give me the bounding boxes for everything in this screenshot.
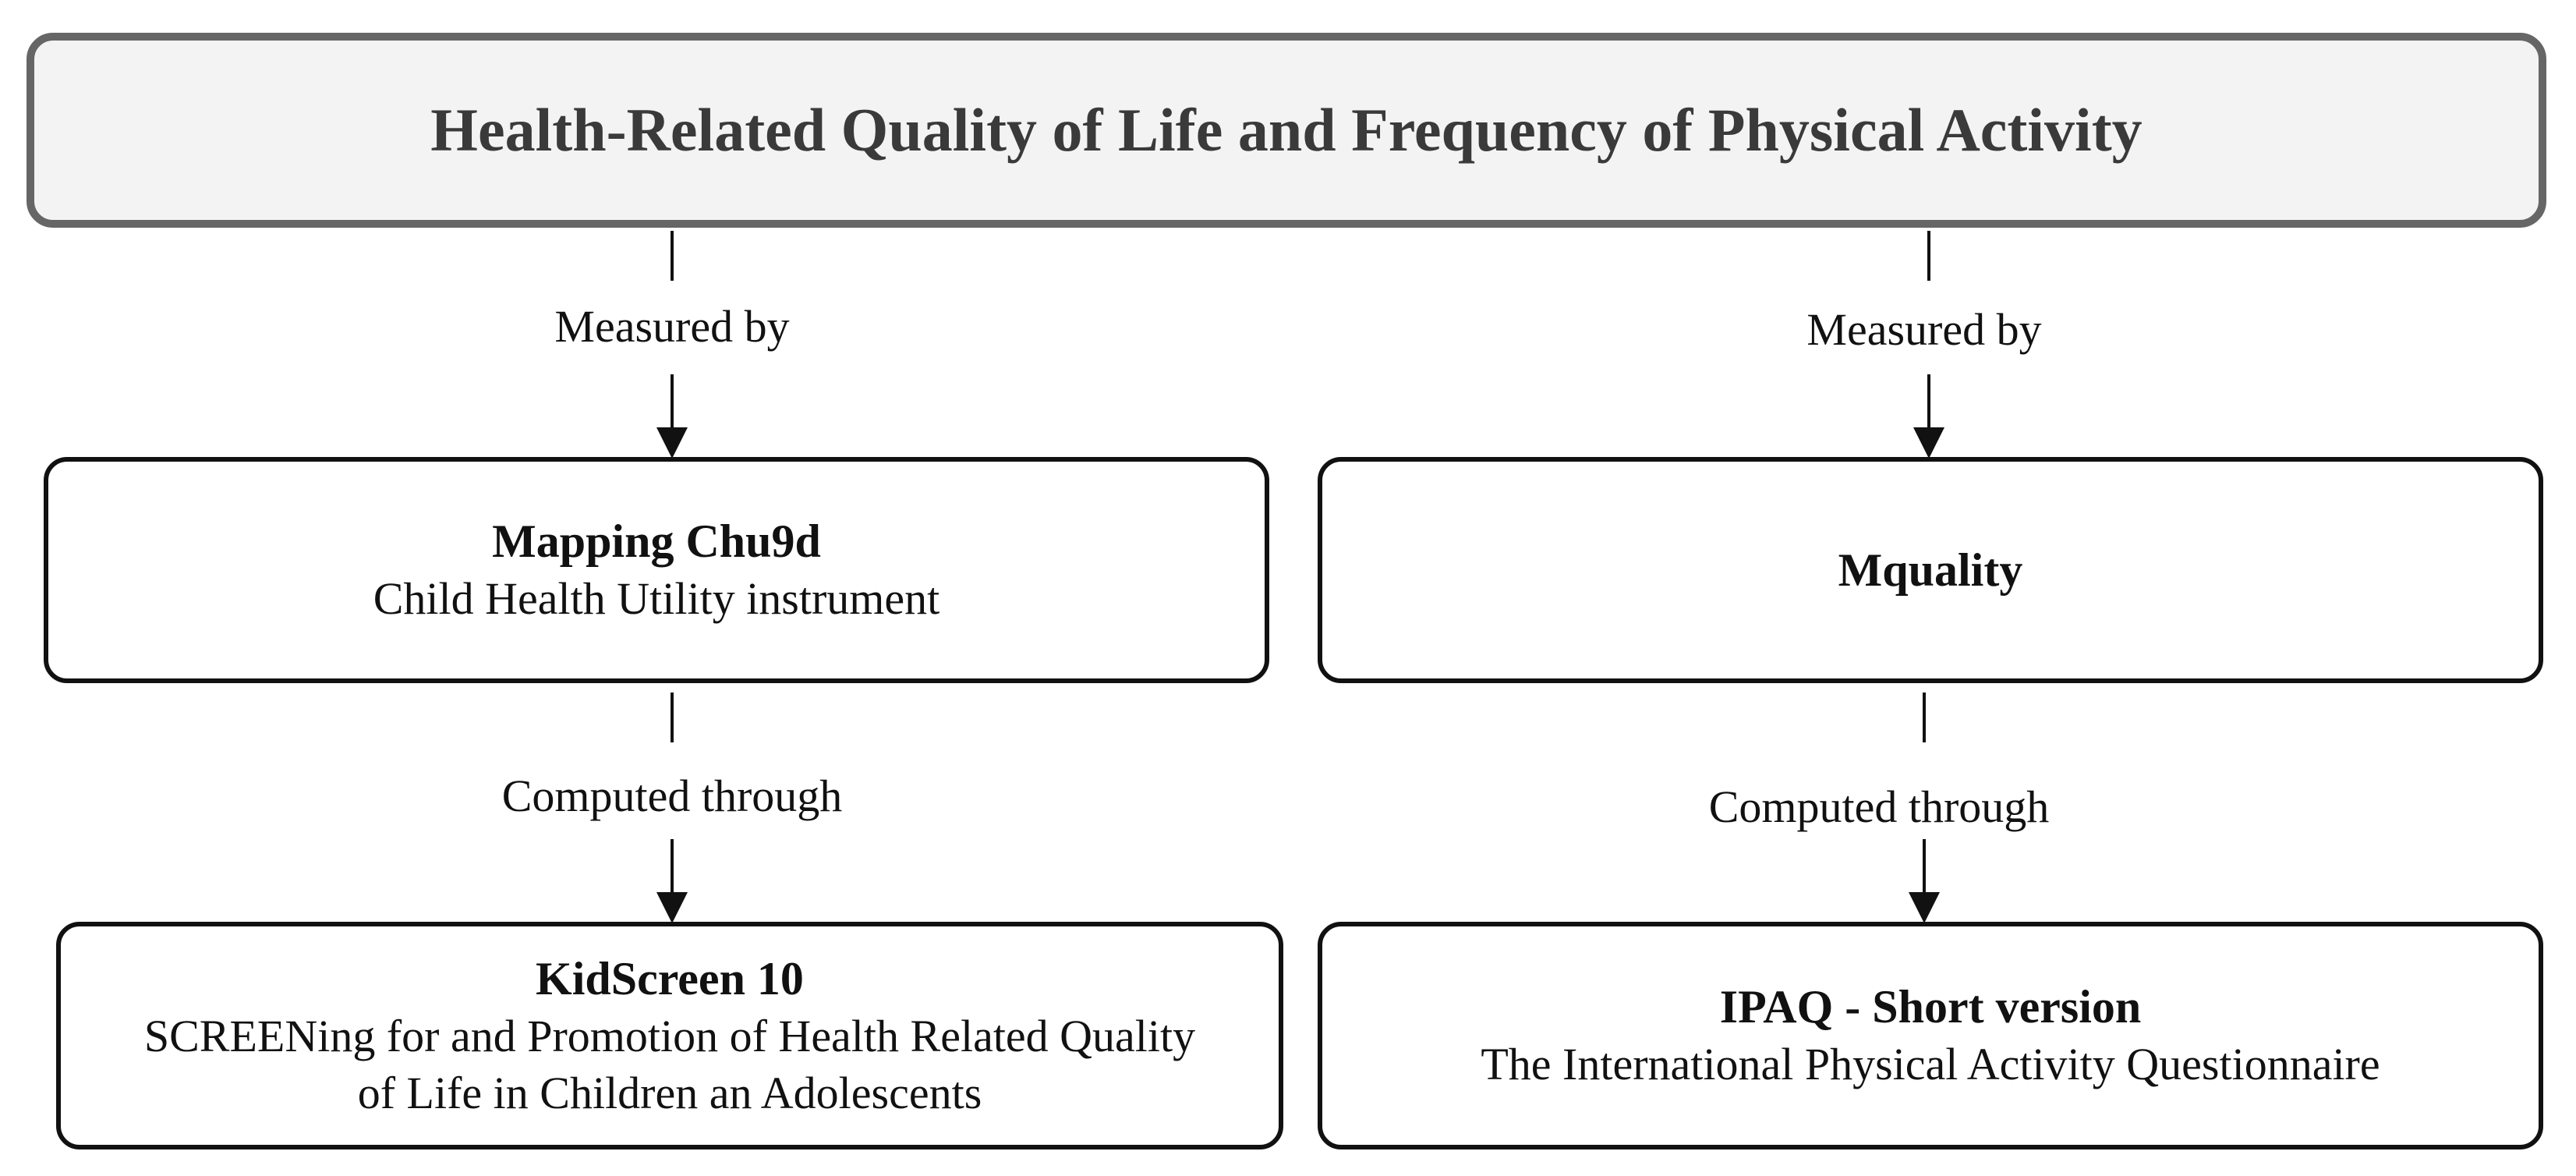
right-edge-measured-by-label: Measured by (1806, 304, 2042, 355)
left-bottom-node-subtitle-line1: SCREENing for and Promotion of Health Related Quality (143, 1011, 1196, 1061)
left-bottom-node (56, 922, 1283, 1149)
left-edge-measured-by-label: Measured by (554, 301, 790, 352)
right-bottom-node-title: IPAQ - Short version (1719, 981, 2142, 1033)
left-mid-node (44, 457, 1269, 683)
left-mid-node-subtitle: Child Health Utility instrument (373, 573, 940, 625)
left-mid-node-title: Mapping Chu9d (492, 515, 821, 568)
left-edge-computed-through-label: Computed through (501, 770, 843, 821)
right-mid-node (1318, 457, 2543, 683)
right-bottom-node (1318, 922, 2543, 1149)
right-mid-node-title: Mquality (1838, 544, 2023, 596)
left-bottom-node-subtitle-line2: of Life in Children an Adolescents (357, 1067, 982, 1118)
right-bottom-node-subtitle: The International Physical Activity Questionnaire (1481, 1039, 2380, 1090)
top-node (27, 33, 2546, 228)
top-node-title: Health-Related Quality of Life and Frequency of Physical Activity (430, 96, 2143, 165)
right-edge-computed-through-label: Computed through (1708, 781, 2050, 832)
left-bottom-node-title: KidScreen 10 (536, 953, 804, 1004)
